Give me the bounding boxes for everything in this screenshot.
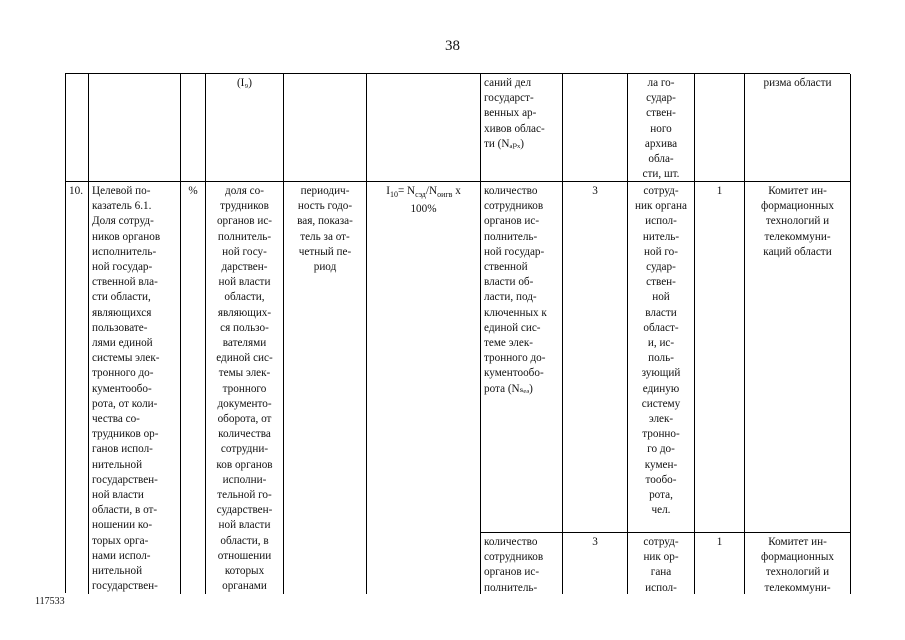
cell-top-col6: саний дел государст- венных ар- хивов облас- ти (Nₐₚₓ)	[481, 74, 563, 182]
cell-top-col7	[563, 74, 628, 182]
cell-top-col2	[89, 74, 181, 182]
cell-periodicity: периодич- ность годо- вая, показа- тель за от- четный пе- риод	[284, 182, 367, 594]
cell-definition: доля со- трудников органов ис- полнитель- ной госу- дарствен- ной власти области, являющих- ся пользо- вателями единой сис- темы элек- тронного документо- оборота, от количества сотрудни- ков органов исполни- тельной го- сударствен- ной власти области, в отношении которых органами	[206, 182, 284, 594]
cell-top-col10: ризма области	[745, 74, 851, 182]
formula-subscript-index: 10	[389, 190, 398, 200]
cell-sub2-source: сотруд- ник ор- гана испол-	[628, 533, 695, 594]
cell-top-col1	[66, 74, 89, 182]
formula-symbol: I	[386, 185, 390, 197]
cell-sub2-code: 3	[563, 533, 628, 594]
cell-row-number: 10.	[66, 182, 89, 594]
formula-subscript-oigv: оигв	[437, 190, 453, 200]
cell-top-col9	[695, 74, 745, 182]
page-number: 38	[445, 38, 460, 54]
formula-times: x	[452, 185, 461, 197]
formula-divide: /N	[425, 185, 438, 197]
cell-top-col8: ла го- судар- ствен- ного архива обла- сти, шт.	[628, 74, 695, 182]
cell-formula	[367, 182, 481, 594]
cell-sub1-description: количество сотрудников органов ис- полнитель- ной государ- ственной власти об- ласти, под- ключенных к единой сис- теме элек- тронного до- кументообо- рота (Nₛₑₔ)	[481, 182, 563, 533]
cell-sub1-responsible: Комитет ин- формационных технологий и телекоммуни- каций области	[745, 182, 851, 533]
cell-sub2-description: количество сотрудников органов ис- полнитель-	[481, 533, 563, 594]
formula-subscript-sed: сэд	[415, 190, 426, 200]
cell-sub1-source: сотруд- ник органа испол- нитель- ной го- судар- ствен- ной власти област- и, ис- поль- зующий единую систему элек- тронно- го до- кумен- тообо- рота, чел.	[628, 182, 695, 533]
cell-sub2-number: 1	[695, 533, 745, 594]
formula-percent: 100%	[410, 203, 437, 216]
cell-sub2-responsible: Комитет ин- формационных технологий и телекоммуни-	[745, 533, 851, 594]
cell-top-col-unit	[181, 74, 206, 182]
indicator-table	[65, 73, 850, 593]
document-code: 117533	[35, 596, 65, 607]
cell-top-col4	[284, 74, 367, 182]
cell-indicator-name: Целевой по- казатель 6.1. Доля сотруд- ников органов исполнитель- ной государ- ственной вла- сти области, являющихся пользовате- лями единой системы элек- тронного до- кументообо- рота, от коли- чества со- трудников ор- ганов испол- нительной государствен- ной власти области, в от- ношении ко- торых орга- нами испол- нительной государствен-	[89, 182, 181, 594]
formula-equals: = N	[397, 185, 416, 197]
cell-top-col3: (I₉)	[206, 74, 284, 182]
cell-top-col5	[367, 74, 481, 182]
cell-unit: %	[181, 182, 206, 594]
cell-sub1-code: 3	[563, 182, 628, 533]
cell-sub1-number: 1	[695, 182, 745, 533]
